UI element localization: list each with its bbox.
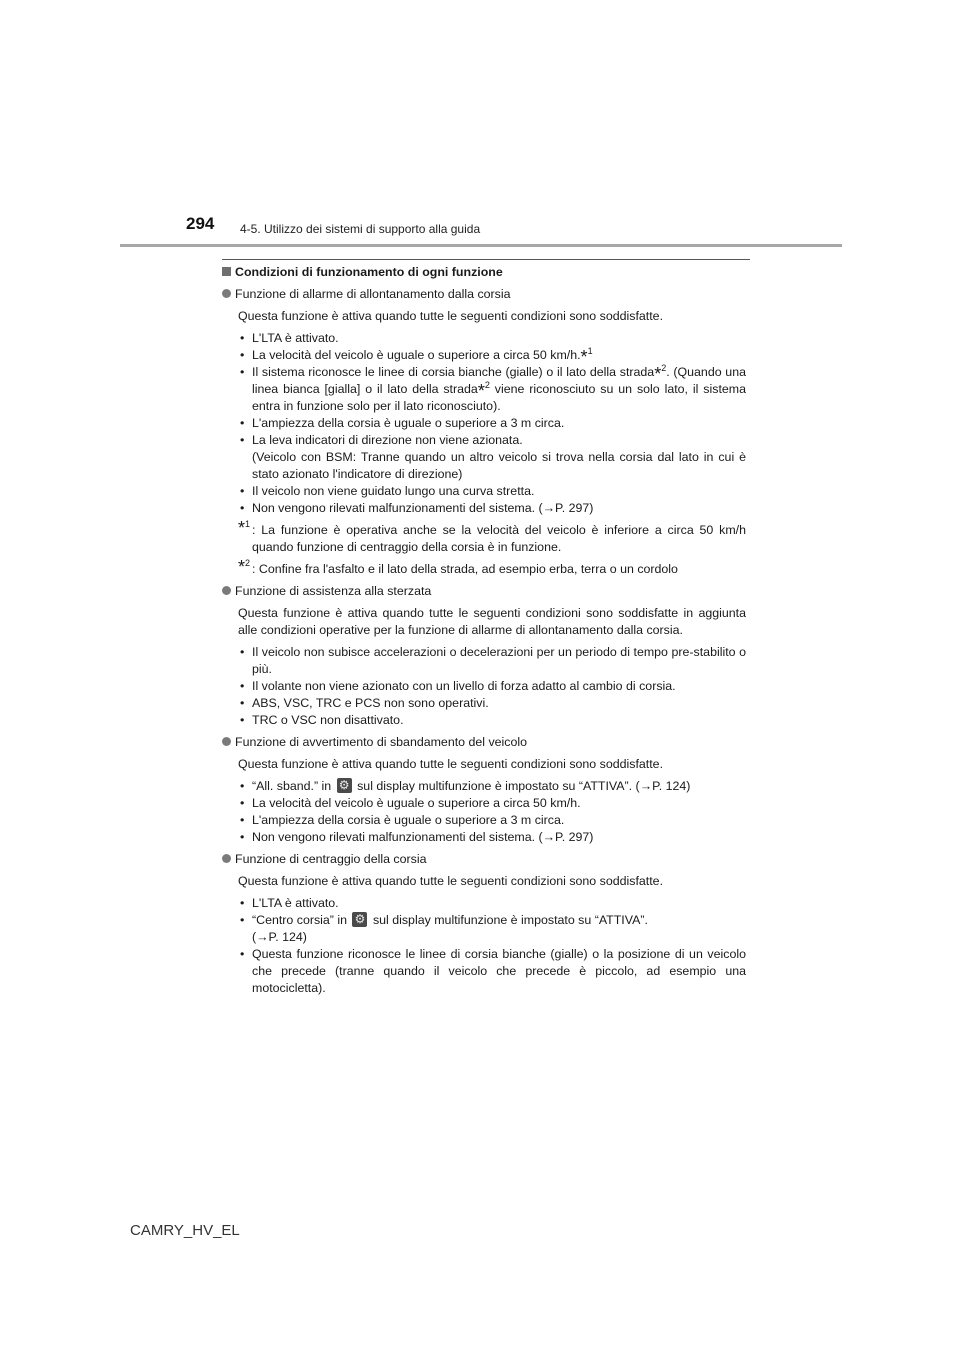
arrow-right-icon: → [256, 930, 269, 944]
footnote-ref: * [580, 347, 588, 367]
list-item: • La leva indicatori di direzione non viene azionata. (Veicolo con BSM: Tranne quando un altro veicolo si trova nella corsia dal lato in cui è stato azionato l'indicatore di direzione) [240, 433, 746, 481]
page-link[interactable]: P. 124) [268, 930, 307, 944]
gear-icon [352, 912, 367, 927]
condition-list [238, 778, 746, 846]
header-rule [120, 244, 842, 247]
function-title: Funzione di avvertimento di sbandamento del veicolo [222, 734, 746, 751]
heading [222, 264, 746, 281]
gear-icon [337, 778, 352, 793]
footnote: *$^1$ : La funzione è operativa anche se la velocità del veicolo è inferiore a circa 50 km/h quando funzione di centraggio della corsia è in funzione. [238, 518, 746, 554]
page-number: 294 [186, 214, 215, 233]
list-item: • TRC o VSC non disattivato. [240, 713, 404, 727]
intro-paragraph: Questa funzione è attiva quando tutte le seguenti condizioni sono soddisfatte. [238, 757, 664, 771]
circle-bullet-icon [222, 289, 231, 298]
content-rule [222, 259, 750, 260]
page-link[interactable]: P. 124) [652, 779, 691, 793]
list-item: • Il veicolo non viene guidato lungo una curva stretta. [240, 484, 535, 498]
list-item: • ABS, VSC, TRC e PCS non sono operativi. [240, 696, 489, 710]
list-item: • Il veicolo non subisce accelerazioni o decelerazioni per un periodo di tempo pre-stabilito o più. [240, 645, 746, 676]
document-code: CAMRY_HV_EL [130, 1222, 240, 1239]
circle-bullet-icon [222, 586, 231, 595]
intro-paragraph: Questa funzione è attiva quando tutte le seguenti condizioni sono soddisfatte. [238, 309, 664, 323]
intro-paragraph: Questa funzione è attiva quando tutte le seguenti condizioni sono soddisfatte in aggiunta alle condizioni operative per la funzione di allarme di allontanamento dalla corsia. [238, 606, 746, 637]
footnote-ref: * [477, 381, 485, 401]
condition-list [238, 895, 746, 997]
list-item: • L'ampiezza della corsia è uguale o superiore a 3 m circa. [240, 416, 565, 430]
list-item: • La velocità del veicolo è uguale o superiore a circa 50 km/h. [240, 796, 581, 810]
list-item: • La velocità del veicolo è uguale o superiore a circa 50 km/h.*$^1$ [240, 345, 593, 367]
page-link[interactable]: P. 297) [555, 501, 594, 515]
square-bullet-icon [222, 267, 231, 276]
heading-text: Condizioni di funzionamento di ogni funzione [235, 265, 503, 279]
list-item: • L'LTA è attivato. [240, 331, 339, 345]
function-title: Funzione di centraggio della corsia [222, 851, 746, 868]
list-item: • Il volante non viene azionato con un livello di forza adatto al cambio di corsia. [240, 679, 676, 693]
arrow-right-icon: → [542, 501, 556, 515]
footnote: *$^2$ : Confine fra l'asfalto e il lato della strada, ad esempio erba, terra o un cordolo [238, 557, 678, 577]
list-item: • Il sistema riconosce le linee di corsia bianche (gialle) o il lato della strada*$^2$. (Quando una linea bianca [gialla] o il lato della strada*$^2$ viene riconosciuto su un solo lato, il sistema entra in funzione solo per il lato riconosciuto). [240, 362, 746, 413]
list-item: • “Centro corsia” in ⚙ sul display multifunzione è impostato su “ATTIVA”. (→P. 124) [238, 912, 746, 946]
list-item: • “All. sband.” in ⚙ sul display multifunzione è impostato su “ATTIVA”. (→P. 124) [238, 778, 746, 795]
condition-list [238, 644, 746, 729]
content [222, 264, 746, 1002]
list-item: • Questa funzione riconosce le linee di corsia bianche (gialle) o la posizione di un veicolo che precede (tranne quando il veicolo che precede è piccolo, ad esempio una motocicletta). [240, 947, 746, 995]
list-item: • L'LTA è attivato. [240, 896, 339, 910]
list-item: • Non vengono rilevati malfunzionamenti del sistema. (→P. 297) [240, 830, 594, 844]
arrow-right-icon: → [639, 779, 653, 793]
page-link[interactable]: P. 297) [555, 830, 594, 844]
function-title: Funzione di allarme di allontanamento dalla corsia [222, 286, 746, 303]
circle-bullet-icon [222, 737, 231, 746]
section-header: 4-5. Utilizzo dei sistemi di supporto alla guida [240, 222, 481, 236]
intro-paragraph: Questa funzione è attiva quando tutte le seguenti condizioni sono soddisfatte. [238, 874, 664, 888]
condition-list [238, 330, 746, 517]
footnote-ref: * [654, 364, 662, 384]
circle-bullet-icon [222, 854, 231, 863]
function-title: Funzione di assistenza alla sterzata [222, 583, 746, 600]
list-item: • L'ampiezza della corsia è uguale o superiore a 3 m circa. [240, 813, 565, 827]
list-item: • Non vengono rilevati malfunzionamenti del sistema. (→P. 297) [240, 501, 594, 515]
arrow-right-icon: → [542, 830, 556, 844]
